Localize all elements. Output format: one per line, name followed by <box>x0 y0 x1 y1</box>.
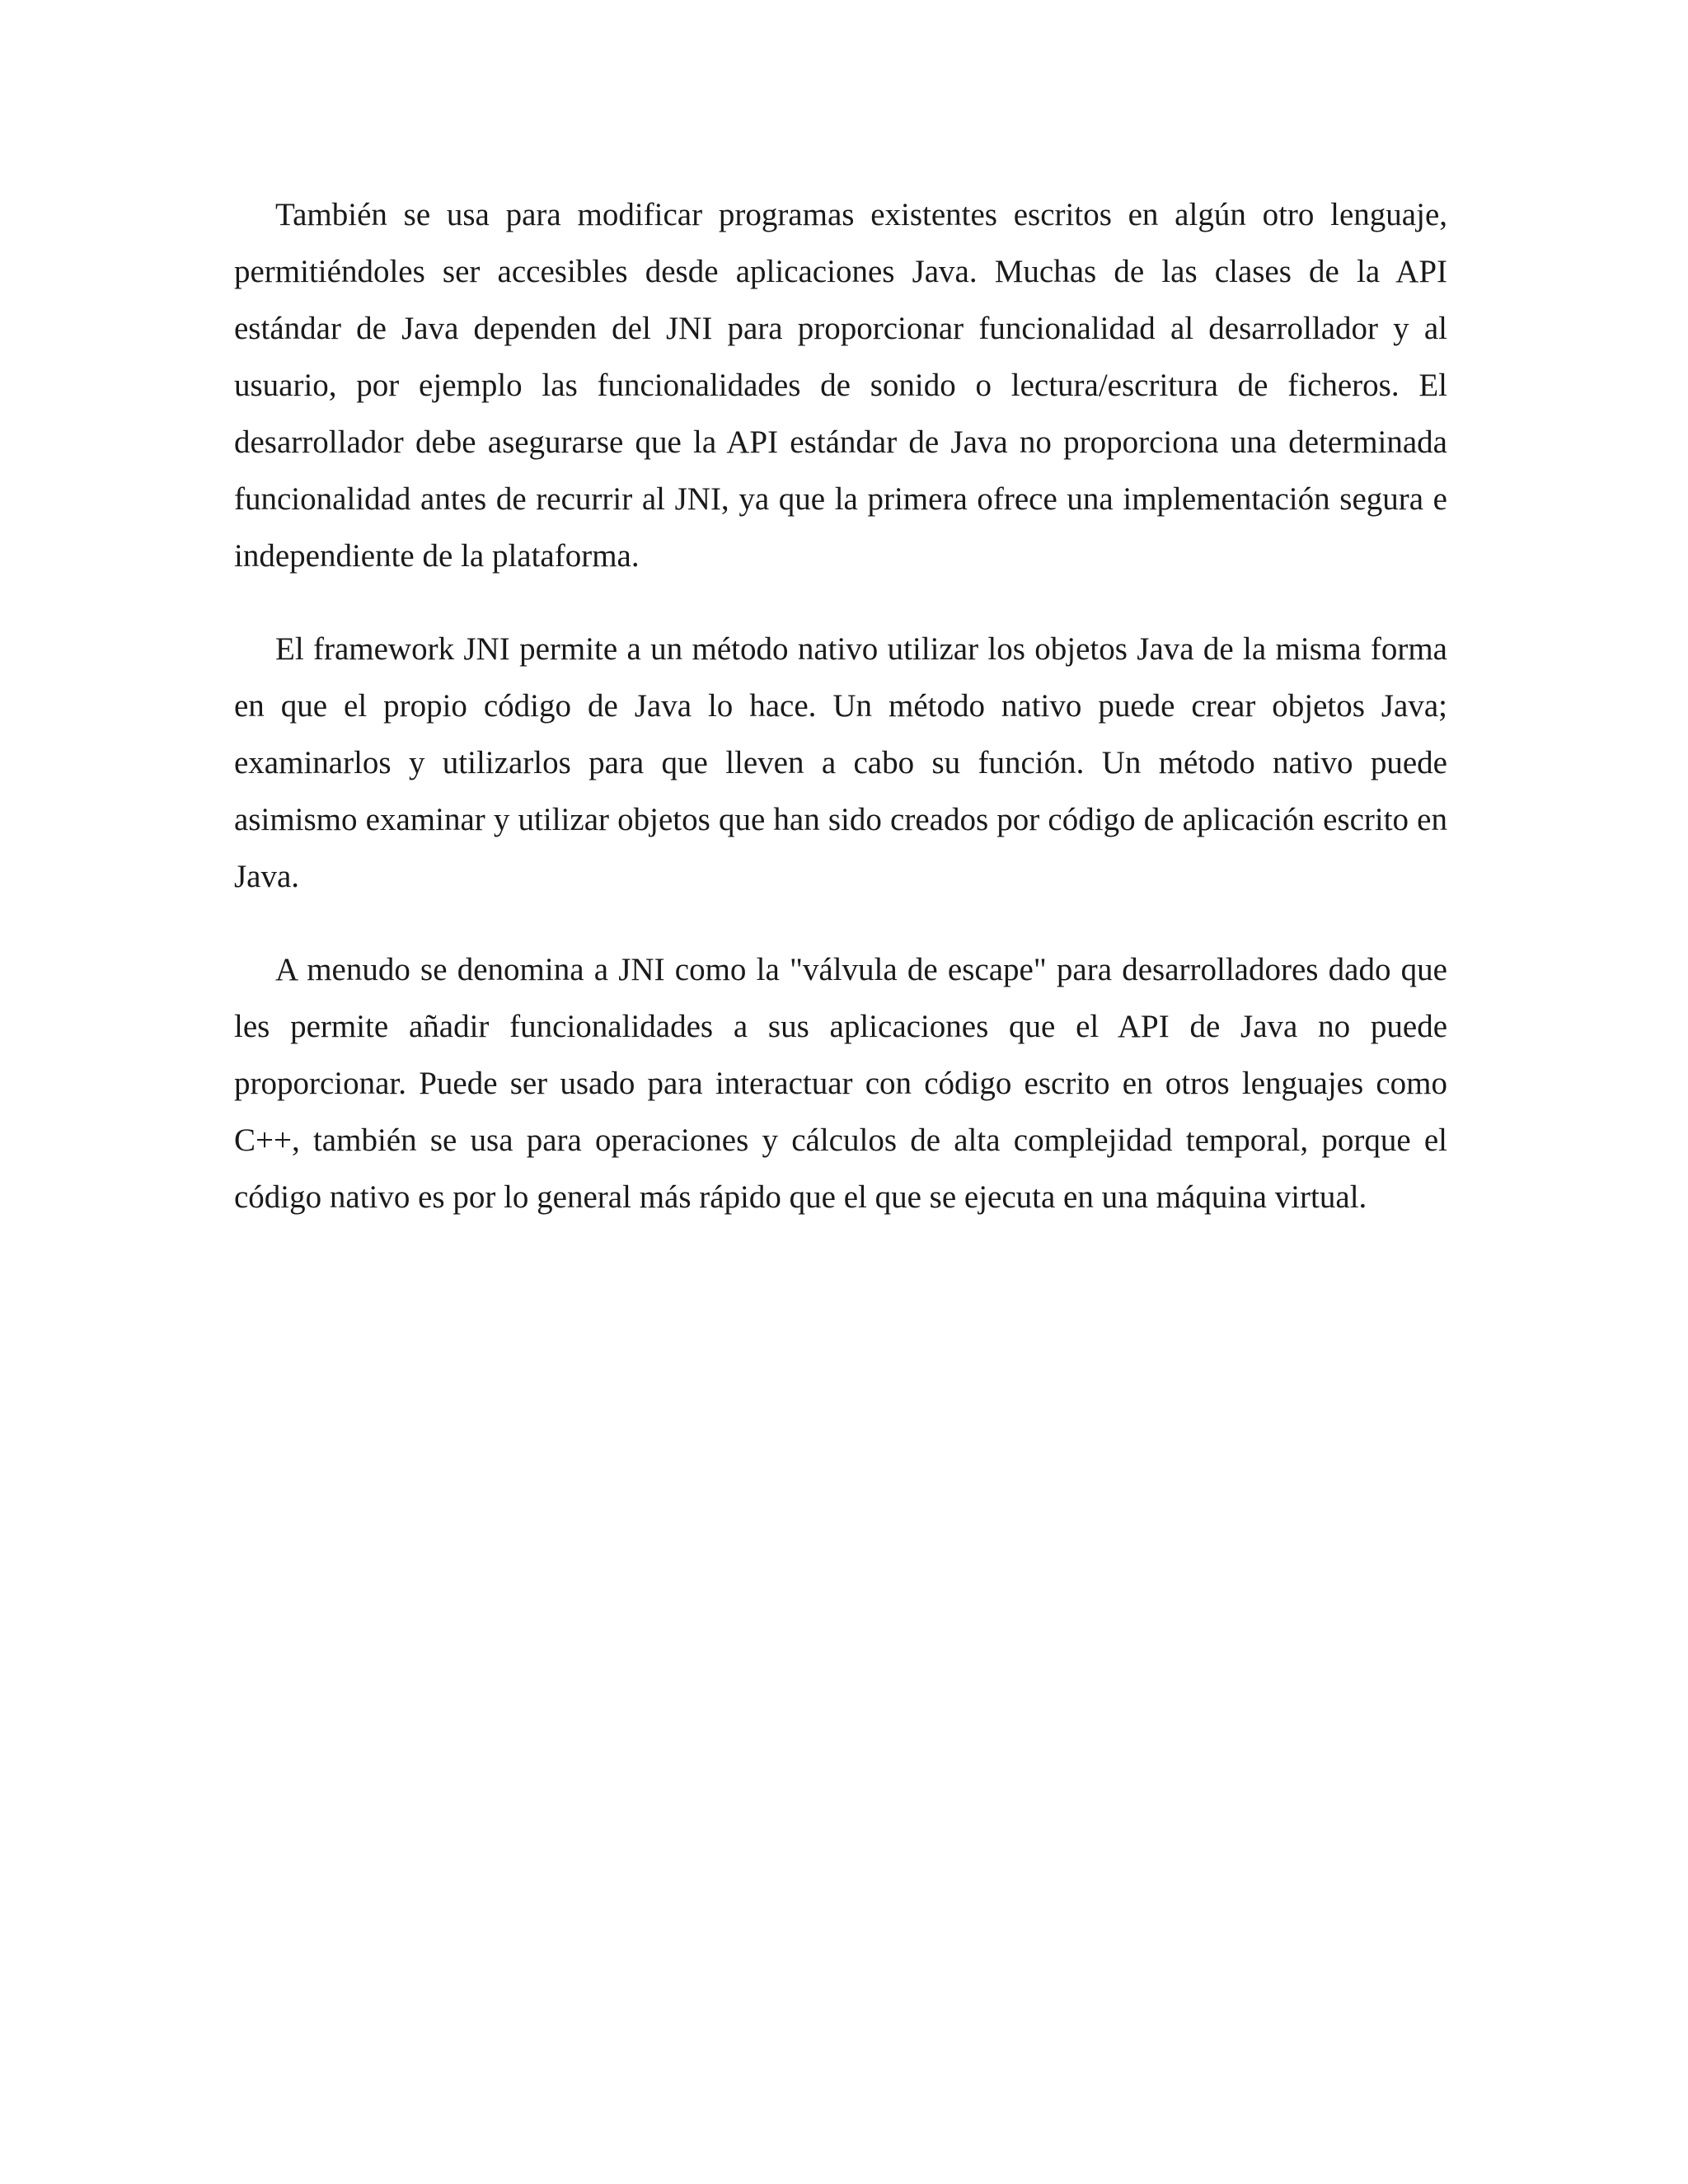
paragraph-3: A menudo se denomina a JNI como la "válvula de escape" para desarrolladores dado que les permite añadir funcionalidades a sus aplicaciones que el API de Java no puede proporcionar. Puede ser usado para interactuar con código escrito en otros lenguajes como C++, también se usa para operaciones y cálculos de alta complejidad temporal, porque el código nativo es por lo general más rápido que el que se ejecuta en una máquina virtual. <box>234 952 1447 1215</box>
paragraph-2: El framework JNI permite a un método nativo utilizar los objetos Java de la misma forma en que el propio código de Java lo hace. Un método nativo puede crear objetos Java; examinarlos y utilizarlos para que lleven a cabo su función. Un método nativo puede asimismo examinar y utilizar objetos que han sido creados por código de aplicación escrito en Java. <box>234 631 1447 894</box>
paragraph-1: También se usa para modificar programas existentes escritos en algún otro lenguaje, permitiéndoles ser accesibles desde aplicaciones Java. Muchas de las clases de la API estándar de Java dependen del JNI para proporcionar funcionalidad al desarrollador y al usuario, por ejemplo las funcionalidades de sonido o lectura/escritura de ficheros. El desarrollador debe asegurarse que la API estándar de Java no proporciona una determinada funcionalidad antes de recurrir al JNI, ya que la primera ofrece una implementación segura e independiente de la plataforma. <box>234 197 1447 574</box>
body-text <box>234 186 1447 1262</box>
